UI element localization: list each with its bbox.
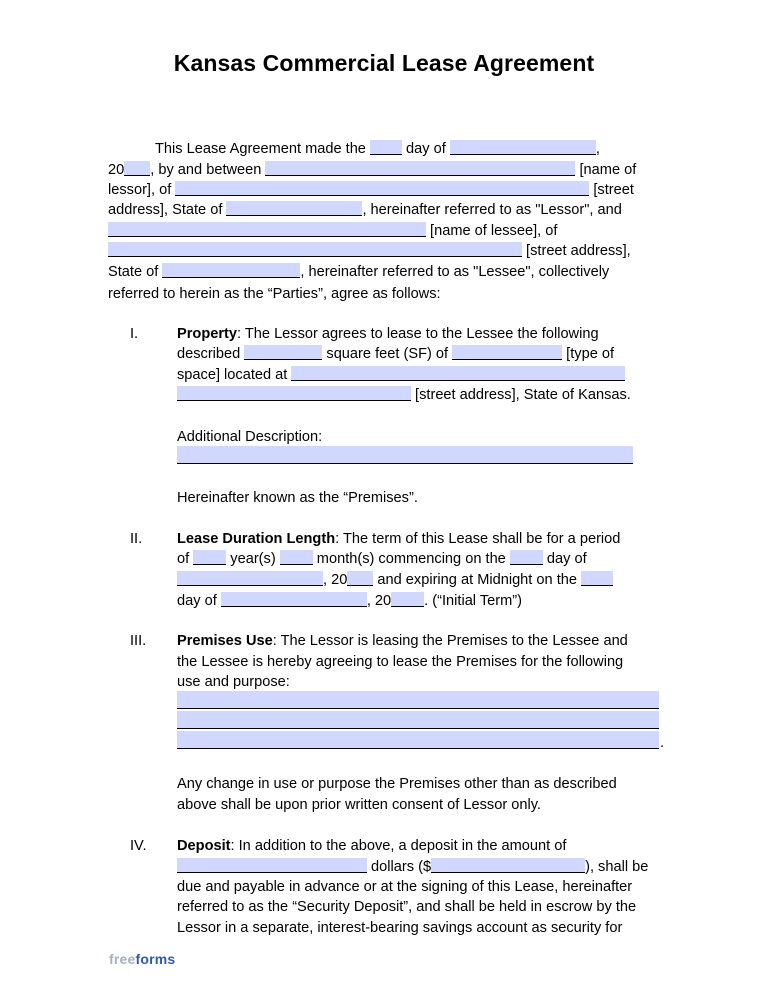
section-2-number: II. [130,531,143,547]
premises-definition: Hereinafter known as the “Premises”. [177,490,418,506]
document-title: Kansas Commercial Lease Agreement [173,50,595,76]
section-1-number: I. [130,326,139,342]
start-month-field[interactable] [177,571,323,586]
lessor-state-field[interactable] [226,201,362,216]
end-day-field[interactable] [581,571,613,586]
additional-description-field[interactable] [177,446,633,464]
section-2-heading: Lease Duration Length [177,531,336,547]
use-purpose-period: . [660,735,665,751]
space-type-field[interactable] [452,345,562,360]
property-location-field[interactable] [291,366,625,381]
section-4-number: IV. [130,838,147,854]
square-feet-field[interactable] [244,345,322,360]
lessee-street-field[interactable] [108,242,522,257]
start-day-field[interactable] [510,550,543,565]
section-4-heading: Deposit [177,838,231,854]
deposit-words-field[interactable] [177,858,367,873]
intro-line-1: This Lease Agreement made the day of , [155,141,600,157]
section-1-line-1: Property: The Lessor agrees to lease to the Lessee the following [177,326,599,342]
intro-line-5: [name of lessee], of [108,221,557,241]
section-1-heading: Property [177,326,238,342]
section-1-line-3: space] located at [177,365,625,385]
month-field[interactable] [450,140,596,155]
section-3-number: III. [130,633,147,649]
use-purpose-field-1[interactable] [177,691,659,709]
deposit-amount-field[interactable] [431,858,585,873]
section-4-line-2: dollars ($ ), shall be [177,857,648,877]
section-4-line-5: Lessor in a separate, interest-bearing savings account as security for [177,920,623,936]
lessor-name-field[interactable] [265,161,575,176]
intro-line-8: referred to herein as the “Parties”, agree as follows: [108,286,441,302]
intro-line-6: [street address], [108,241,631,261]
lessor-street-field[interactable] [175,181,589,196]
section-2-line-3: , 20 and expiring at Midnight on the [177,570,613,590]
use-purpose-field-2[interactable] [177,711,659,729]
use-purpose-field-3[interactable] [177,731,659,749]
section-3-change-line-1: Any change in use or purpose the Premises other than as described [177,776,617,792]
section-3-heading: Premises Use [177,633,273,649]
year-field[interactable] [124,161,150,176]
section-1-line-4: [street address], State of Kansas. [177,385,631,405]
intro-line-2: 20 , by and between [name of [108,162,637,178]
intro-line-3: lessor], of [street [108,182,634,198]
section-2-line-2: of year(s) month(s) commencing on the day of [177,551,587,567]
section-1-line-2: described square feet (SF) of [type of [177,346,615,362]
section-2-line-1: Lease Duration Length: The term of this Lease shall be for a period [177,531,621,547]
months-field[interactable] [280,550,313,565]
lessee-name-field[interactable] [108,222,426,237]
section-3-line-3: use and purpose: [177,674,290,690]
start-year-field[interactable] [347,571,373,586]
section-3-line-1: Premises Use: The Lessor is leasing the Premises to the Lessee and [177,633,628,649]
section-4-line-4: referred to as the “Security Deposit”, and shall be held in escrow by the [177,899,637,915]
end-year-field[interactable] [391,592,424,607]
property-street-field[interactable] [177,386,411,401]
section-3-change-line-2: above shall be upon prior written consent of Lessor only. [177,797,541,813]
section-4-line-1: Deposit: In addition to the above, a deposit in the amount of [177,838,567,854]
intro-line-7: State of , hereinafter referred to as "Lessee", collectively [108,264,610,280]
section-2-line-4: day of , 20 . (“Initial Term”) [177,593,522,609]
section-3-line-2: the Lessee is hereby agreeing to lease the Premises for the following [177,654,624,670]
section-4-line-3: due and payable in advance or at the signing of this Lease, hereinafter [177,879,633,895]
additional-description-label: Additional Description: [177,429,323,445]
years-field[interactable] [193,550,226,565]
end-month-field[interactable] [221,592,367,607]
lessee-state-field[interactable] [162,263,300,278]
day-field[interactable] [370,140,402,155]
freeforms-logo: freeforms [109,951,176,967]
intro-line-4: address], State of , hereinafter referred to as "Lessor", and [108,202,622,218]
